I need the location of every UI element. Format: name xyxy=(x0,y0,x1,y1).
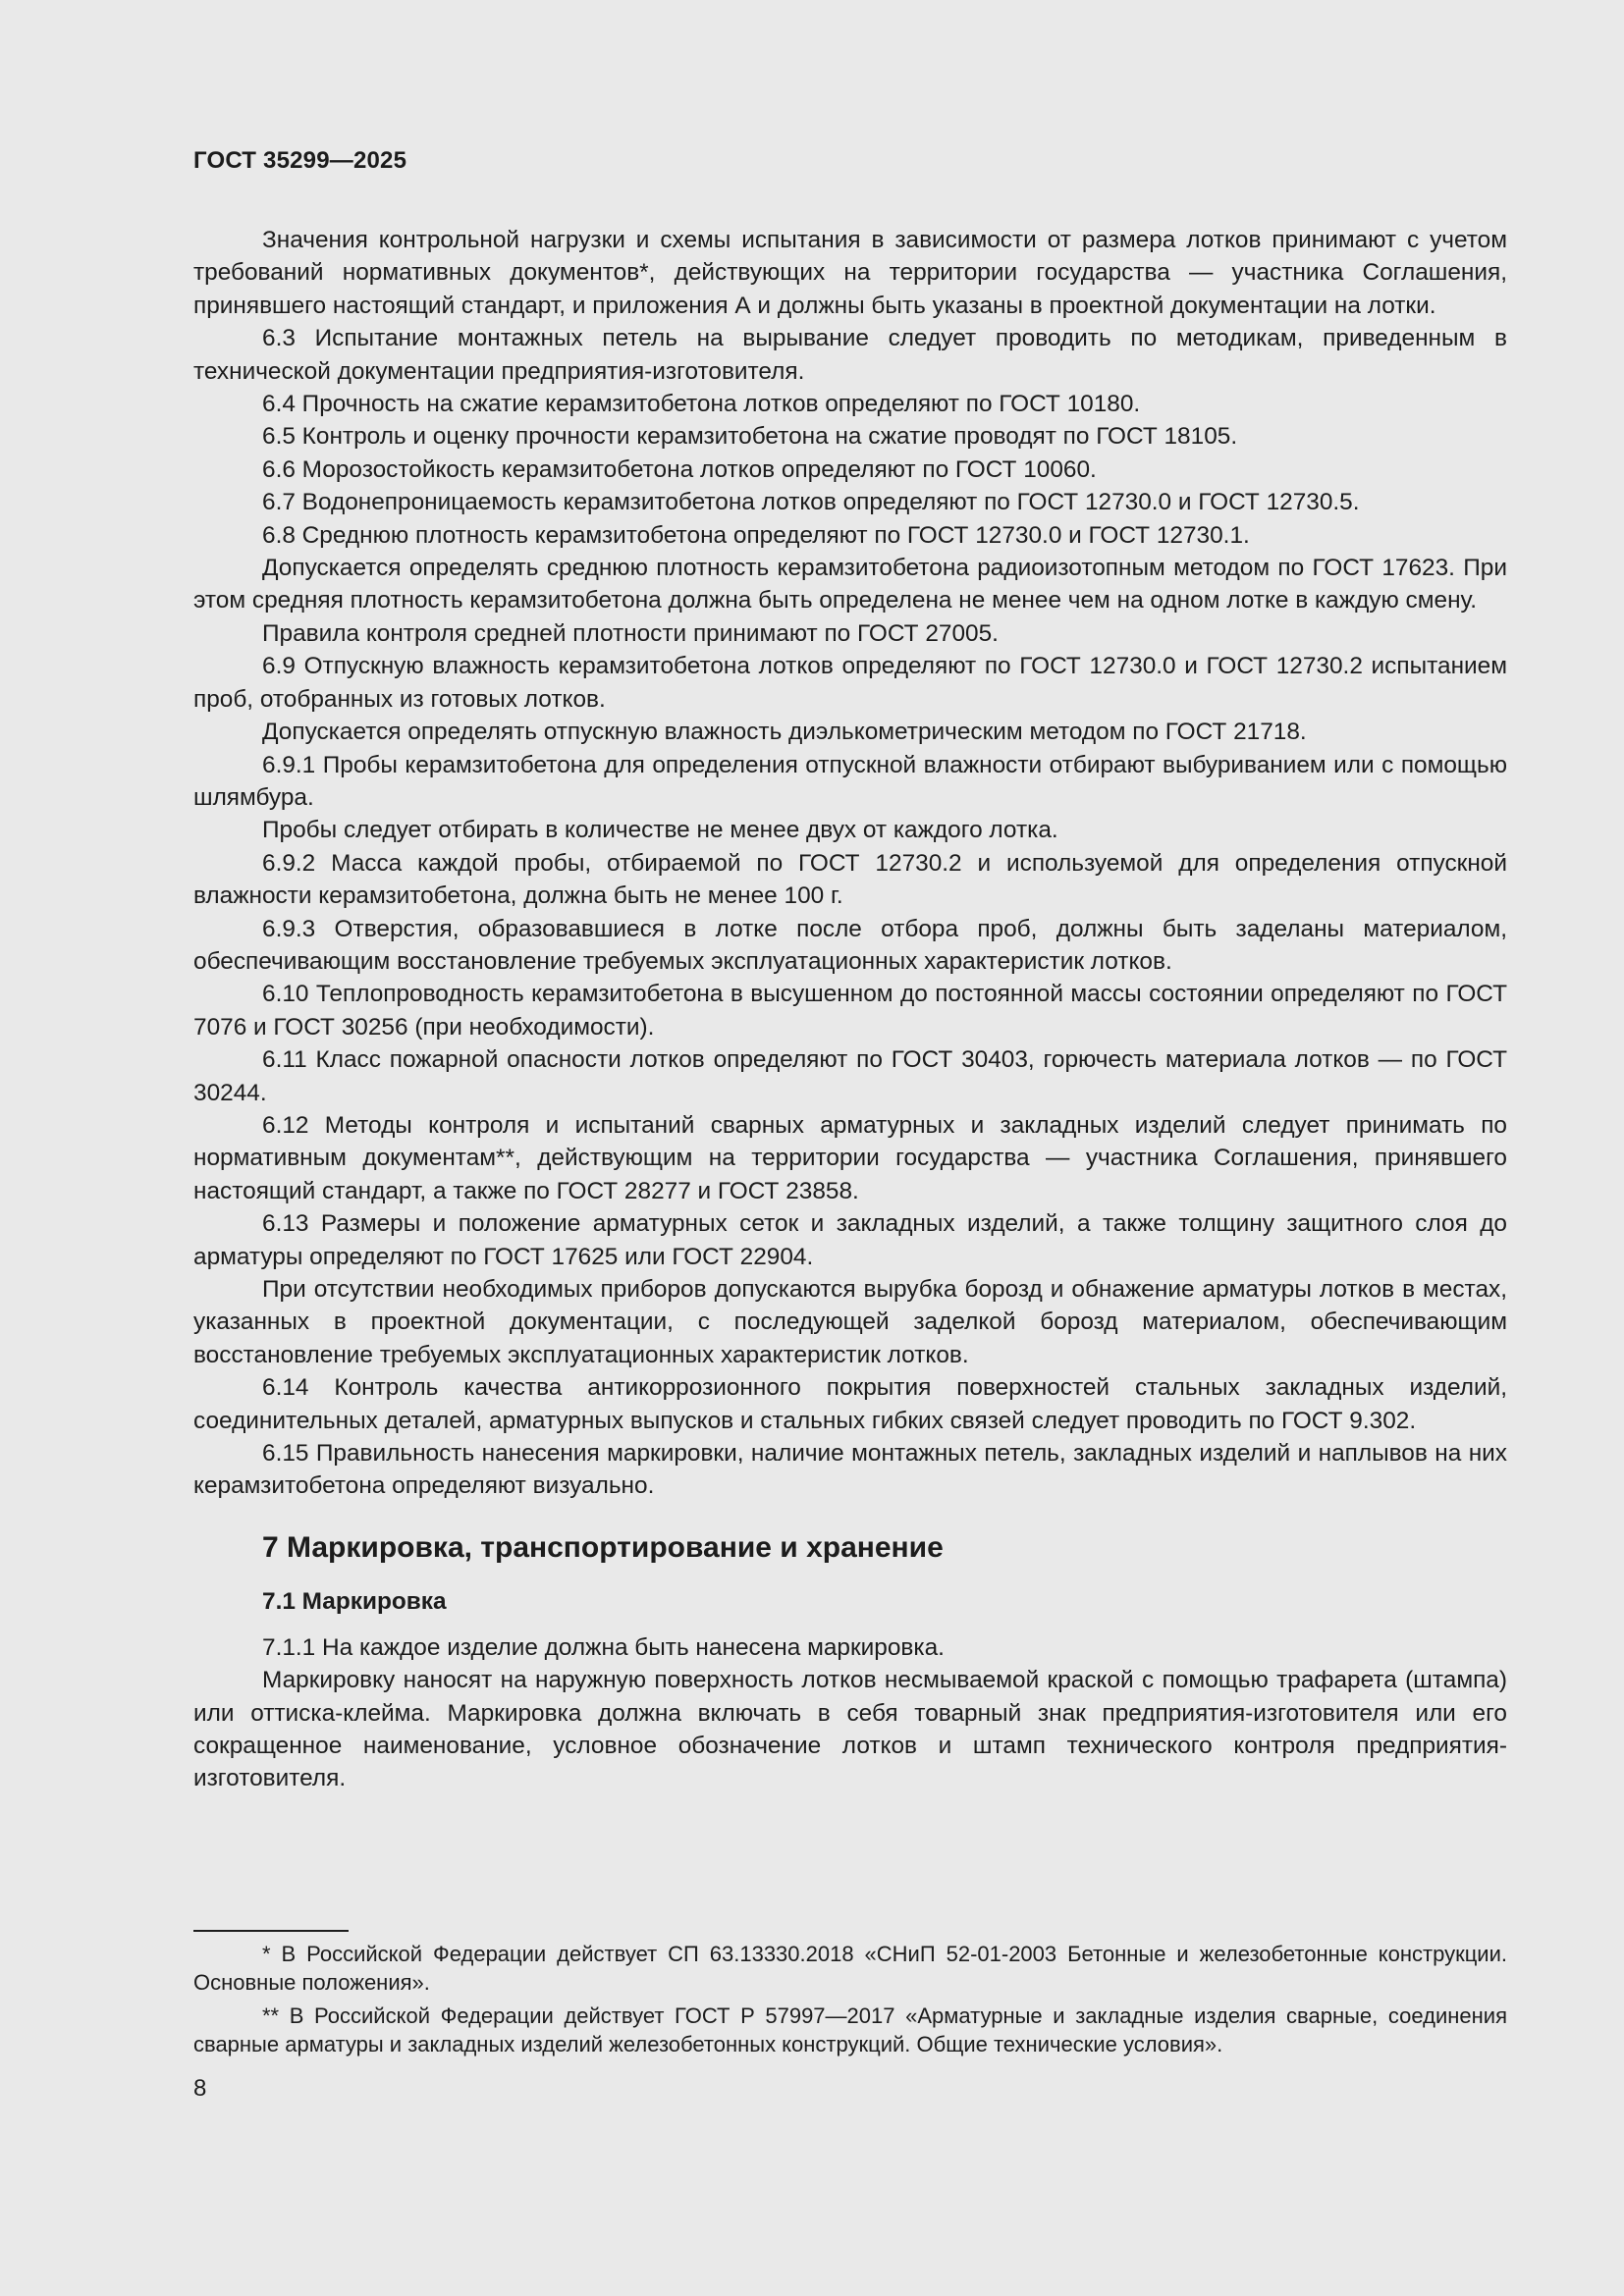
paragraph-6-3: 6.3 Испытание монтажных петель на вырывание следует проводить по методикам, приведенным в технической документации предприятия-изготовителя. xyxy=(193,325,1507,385)
paragraph-6-4: 6.4 Прочность на сжатие керамзитобетона лотков определяют по ГОСТ 10180. xyxy=(262,391,1141,418)
paragraph-6-13: 6.13 Размеры и положение арматурных сеток и закладных изделий, а также толщину защитного слоя до арматуры определяют по ГОСТ 17625 или ГОСТ 22904. xyxy=(193,1210,1507,1270)
footnote-separator xyxy=(193,1930,349,1932)
page-number: 8 xyxy=(193,2075,207,2102)
paragraph-moisture-dielcometric: Допускается определять отпускную влажность диэлькометрическим методом по ГОСТ 21718. xyxy=(262,719,1307,746)
footnotes xyxy=(193,1930,1507,2063)
paragraph-load-values: Значения контрольной нагрузки и схемы испытания в зависимости от размера лотков принимают с учетом требований нормативных документов*, действующих на территории государства — участника Соглашения, принявшего настоящий стандарт, и приложения А и должны быть указаны в проектной документации на лотки. xyxy=(193,227,1507,319)
section-7-1-heading: 7.1 Маркировка xyxy=(262,1587,447,1615)
paragraph-6-15: 6.15 Правильность нанесения маркировки, наличие монтажных петель, закладных изделий и наплывов на них керамзитобетона определяют визуально. xyxy=(193,1440,1507,1500)
paragraph-density-control-rules: Правила контроля средней плотности принимают по ГОСТ 27005. xyxy=(262,619,999,647)
footnote-1: * В Российской Федерации действует СП 63.13330.2018 «СНиП 52-01-2003 Бетонные и железобетонные конструкции. Основные положения». xyxy=(193,1942,1507,1995)
paragraph-6-12: 6.12 Методы контроля и испытаний сварных арматурных и закладных изделий следует принимать по нормативным документам**, действующим на территории государства — участника Соглашения, принявшего настоящий стандарт, а также по ГОСТ 28277 и ГОСТ 23858. xyxy=(193,1111,1507,1204)
paragraph-6-5: 6.5 Контроль и оценку прочности керамзитобетона на сжатие проводят по ГОСТ 18105. xyxy=(262,423,1238,451)
paragraph-6-9: 6.9 Отпускную влажность керамзитобетона лотков определяют по ГОСТ 12730.0 и ГОСТ 12730.2 испытанием проб, отобранных из готовых лотков. xyxy=(193,653,1507,713)
paragraph-6-7: 6.7 Водонепроницаемость керамзитобетона лотков определяют по ГОСТ 12730.0 и ГОСТ 12730.5. xyxy=(262,489,1360,516)
paragraph-grooves: При отсутствии необходимых приборов допускаются вырубка борозд и обнажение арматуры лотков в местах, указанных в проектной документации, с последующей заделкой борозд материалом, обеспечивающим восстановление требуемых эксплуатационных характеристик лотков. xyxy=(193,1276,1507,1368)
footnote-2: ** В Российской Федерации действует ГОСТ Р 57997—2017 «Арматурные и закладные изделия сварные, соединения сварные арматуры и закладных изделий железобетонных конструкций. Общие технические условия». xyxy=(193,2003,1507,2056)
section-7-heading: 7 Маркировка, транспортирование и хранение xyxy=(262,1530,944,1564)
document-code: ГОСТ 35299—2025 xyxy=(193,147,407,174)
paragraph-6-10: 6.10 Теплопроводность керамзитобетона в высушенном до постоянной массы состоянии определяют по ГОСТ 7076 и ГОСТ 30256 (при необходимости). xyxy=(193,981,1507,1041)
paragraph-sample-count: Пробы следует отбирать в количестве не менее двух от каждого лотка. xyxy=(262,817,1058,844)
paragraph-6-14: 6.14 Контроль качества антикоррозионного покрытия поверхностей стальных закладных изделий, соединительных деталей, арматурных выпусков и стальных гибких связей следует проводить по ГОСТ 9.302. xyxy=(193,1374,1507,1434)
paragraph-marking-method: Маркировку наносят на наружную поверхность лотков несмываемой краской с помощью трафарета (штампа) или оттиска-клейма. Маркировка должна включать в себя товарный знак предприятия-изготовителя или его сокращенное наименование, условное обозначение лотков и штамп технического контроля предприятия-изготовителя. xyxy=(193,1667,1507,1792)
paragraph-density-radioisotope: Допускается определять среднюю плотность керамзитобетона радиоизотопным методом по ГОСТ 17623. При этом средняя плотность керамзитобетона должна быть определена не менее чем на одном лотке в каждую смену. xyxy=(193,555,1507,614)
paragraph-6-6: 6.6 Морозостойкость керамзитобетона лотков определяют по ГОСТ 10060. xyxy=(262,455,1097,483)
paragraph-6-9-2: 6.9.2 Масса каждой пробы, отбираемой по ГОСТ 12730.2 и используемой для определения отпускной влажности керамзитобетона, должна быть не менее 100 г. xyxy=(193,849,1507,910)
paragraph-6-9-3: 6.9.3 Отверстия, образовавшиеся в лотке после отбора проб, должны быть заделаны материалом, обеспечивающим восстановление требуемых эксплуатационных характеристик лотков. xyxy=(193,915,1507,975)
paragraph-6-11: 6.11 Класс пожарной опасности лотков определяют по ГОСТ 30403, горючесть материала лотков — по ГОСТ 30244. xyxy=(193,1046,1507,1106)
paragraph-6-9-1: 6.9.1 Пробы керамзитобетона для определения отпускной влажности отбирают выбуриванием или с помощью шлямбура. xyxy=(193,751,1507,811)
paragraph-7-1-1: 7.1.1 На каждое изделие должна быть нанесена маркировка. xyxy=(262,1633,945,1661)
document-body xyxy=(193,224,1507,1795)
paragraph-6-8: 6.8 Среднюю плотность керамзитобетона определяют по ГОСТ 12730.0 и ГОСТ 12730.1. xyxy=(262,521,1250,549)
